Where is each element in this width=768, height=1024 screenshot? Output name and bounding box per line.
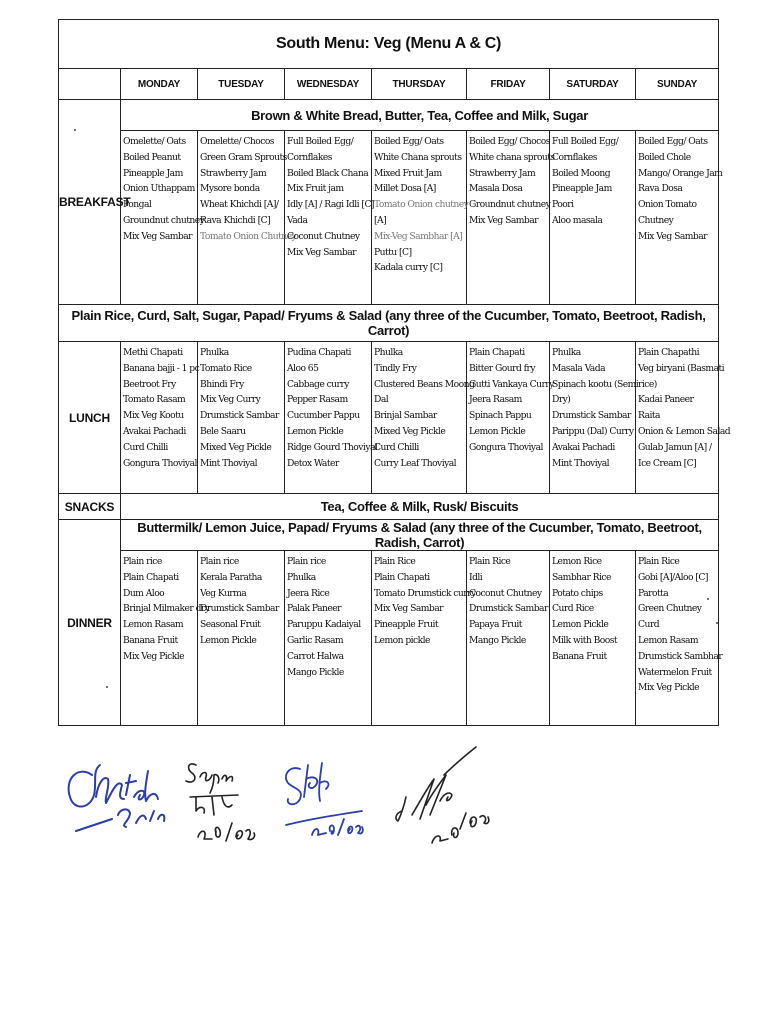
menu-item: Banana bajji - 1 pc (123, 362, 200, 374)
dinner-cell (121, 551, 210, 726)
menu-item: Lemon pickle (374, 634, 430, 646)
menu-item: Mango Pickle (469, 634, 526, 646)
menu-item: Lemon Rasam (638, 634, 699, 646)
menu-item: Clustered Beans Moong (374, 378, 475, 390)
lunch-cell (550, 342, 639, 494)
menu-item: Mysore bonda (200, 183, 260, 195)
menu-item: Drumstick Sambar (200, 410, 279, 422)
breakfast-common: Brown & White Bread, Butter, Tea, Coffee and Milk, Sugar (121, 100, 719, 131)
menu-item: Lemon Pickle (200, 634, 257, 646)
menu-item: Tomato Drumstick curry (374, 587, 476, 599)
menu-item: Kadai Paneer (638, 394, 694, 406)
menu-item: Phulka (200, 347, 229, 358)
day-sunday: SUNDAY (636, 69, 719, 100)
menu-item: Omelette/ Chocos (200, 136, 274, 147)
menu-item: Mix Veg Sambar (374, 603, 444, 615)
menu-item: Tomato Rasam (123, 394, 186, 406)
menu-item: Rava Khichdi [C] (200, 214, 271, 226)
menu-item: Mix Fruit jam (287, 183, 344, 195)
menu-item: Mixed Fruit Jam (374, 167, 442, 179)
menu-item: Pongal (123, 199, 152, 211)
menu-item: Seasonal Fruit (200, 619, 261, 631)
menu-item: Masala Dosa (469, 183, 523, 195)
menu-item: Dry) (552, 394, 571, 406)
menu-item: Veg biryani (Basmati (638, 362, 725, 374)
menu-item: Dum Aloo (123, 587, 165, 599)
menu-item: Jeera Rasam (469, 394, 522, 406)
dinner-cell (467, 551, 550, 726)
day-friday: FRIDAY (467, 69, 550, 100)
menu-item: Tomato Onion Chutney (200, 230, 297, 242)
menu-item: Boiled Peanut (123, 151, 181, 163)
lunch-common: Plain Rice, Curd, Salt, Sugar, Papad/ Fryums & Salad (any three of the Cucumber, Tomato, Beetroot, Radish, Carrot) (59, 305, 719, 342)
menu-item: Mint Thoviyal (552, 457, 610, 469)
dinner-cell (198, 551, 285, 726)
menu-item: Tomato Onion chutney (374, 199, 469, 211)
menu-item: Avakai Pachadi (123, 425, 186, 437)
ink-speck (707, 598, 709, 600)
menu-item: Drumstick Sambar (200, 603, 279, 615)
menu-item: Mixed Veg Pickle (200, 441, 272, 453)
menu-item: Poori (552, 199, 574, 211)
menu-item: Lemon Rasam (123, 619, 184, 631)
menu-item: Tomato Rice (200, 362, 252, 374)
menu-item: Dal (374, 394, 389, 406)
menu-item: Veg Kurma (200, 587, 247, 599)
breakfast-row (59, 131, 719, 305)
menu-item: Cornflakes (287, 151, 332, 163)
menu-item: Potato chips (552, 587, 603, 599)
menu-item: Curd (638, 619, 660, 631)
menu-item: Paruppu Kadaiyal (287, 619, 361, 631)
dinner-label: DINNER (59, 520, 121, 726)
menu-title: South Menu: Veg (Menu A & C) (59, 20, 719, 69)
signature-4 (396, 747, 489, 843)
menu-item: Strawberry Jam (469, 167, 536, 179)
day-thursday: THURSDAY (372, 69, 467, 100)
menu-table (58, 19, 731, 726)
menu-item: Boiled Egg/ Oats (374, 136, 444, 147)
menu-item: Lemon Pickle (287, 425, 344, 437)
menu-item: Green Gram Sprouts (200, 151, 287, 163)
menu-item: Carrot Halwa (287, 650, 344, 662)
menu-item: Plain Rice (469, 556, 511, 567)
menu-item: White chana sprouts (469, 151, 555, 163)
menu-item: Onion Uthappam (123, 183, 195, 195)
breakfast-cell (636, 131, 723, 305)
menu-item: Plain Chapati (374, 571, 430, 583)
corner-cell (59, 69, 121, 100)
menu-item: Idli (469, 571, 483, 583)
breakfast-cell (550, 131, 636, 305)
signature-2 (186, 764, 255, 841)
menu-item: Gutti Vankaya Curry (469, 378, 554, 390)
menu-item: Mix Veg Sambar (469, 214, 539, 226)
dinner-common: Buttermilk/ Lemon Juice, Papad/ Fryums & Salad (any three of the Cucumber, Tomato, Beetroot, Radish, Carrot) (121, 520, 719, 551)
menu-item: Bhindi Fry (200, 378, 244, 390)
menu-item: Brinjal Milmaker dry (123, 603, 210, 615)
snacks-label: SNACKS (59, 494, 121, 520)
menu-item: Boiled Egg/ Chocos (469, 136, 550, 147)
menu-item: Boiled Egg/ Oats (638, 136, 708, 147)
menu-item: Onion Tomato (638, 199, 697, 211)
snacks-row (59, 494, 719, 520)
menu-item: Curd Chilli (123, 441, 168, 453)
menu-item: Boiled Black Chana (287, 167, 369, 179)
dinner-cell (285, 551, 372, 726)
breakfast-label: BREAKFAST (59, 100, 121, 305)
menu-item: Milk with Boost (552, 634, 618, 646)
menu-item: Papaya Fruit (469, 619, 522, 631)
menu-item: Full Boiled Egg/ (552, 136, 619, 147)
menu-item: rice) (638, 378, 657, 390)
menu-item: Mango Pickle (287, 666, 344, 678)
menu-item: Coconut Chutney (287, 230, 360, 242)
breakfast-cell (372, 131, 467, 305)
menu-item: Raita (638, 410, 660, 422)
day-saturday: SATURDAY (550, 69, 636, 100)
lunch-cell (467, 342, 554, 494)
menu-item: Ice Cream [C] (638, 457, 697, 469)
menu-item: Pineapple Jam (123, 167, 183, 179)
snacks-common: Tea, Coffee & Milk, Rusk/ Biscuits (121, 494, 719, 520)
menu-item: Omelette/ Oats (123, 136, 186, 147)
menu-item: Plain rice (200, 556, 239, 567)
menu-item: [A] (374, 214, 387, 226)
lunch-label: LUNCH (59, 342, 121, 494)
menu-item: Sambhar Rice (552, 571, 611, 583)
menu-item: Kadala curry [C] (374, 262, 443, 274)
breakfast-cell (467, 131, 555, 305)
breakfast-cell (285, 131, 372, 305)
menu-item: Brinjal Sambar (374, 410, 437, 422)
menu-item: Plain Chapati (123, 571, 179, 583)
menu-item: Bitter Gourd fry (469, 362, 535, 374)
lunch-cell (121, 342, 198, 494)
ink-speck (106, 686, 108, 688)
menu-item: Watermelon Fruit (638, 666, 712, 678)
menu-item: Banana Fruit (552, 650, 607, 662)
menu-item: Phulka (374, 347, 403, 358)
menu-item: Pepper Rasam (287, 394, 348, 406)
menu-item: Avakai Pachadi (552, 441, 615, 453)
menu-item: Gongura Thoviyal (123, 457, 197, 469)
menu-item: Beetroot Fry (123, 378, 176, 390)
breakfast-cell (198, 131, 297, 305)
signatures-area (0, 735, 768, 895)
menu-item: Plain Chapathi (638, 347, 700, 358)
menu-item: Masala Vada (552, 362, 605, 374)
menu-item: Gobi [A]/Aloo [C] (638, 571, 708, 583)
menu-item: Pudina Chapati (287, 347, 351, 358)
lunch-cell (636, 342, 731, 494)
menu-item: Palak Paneer (287, 603, 341, 615)
menu-item: Mix Veg Pickle (638, 682, 699, 694)
menu-item: Curd Rice (552, 603, 594, 615)
dinner-row (59, 551, 719, 726)
menu-item: Chutney (638, 214, 674, 226)
menu-item: Drumstick Sambar (552, 410, 631, 422)
day-header-row (59, 69, 719, 100)
menu-item: Tindly Fry (374, 362, 417, 374)
lunch-row (59, 342, 719, 494)
menu-item: Wheat Khichdi [A]/ (200, 199, 279, 211)
menu-item: Garlic Rasam (287, 634, 344, 646)
menu-item: Bele Saaru (200, 425, 246, 437)
menu-item: Groundnut chutney (469, 199, 551, 211)
menu-item: Cornflakes (552, 151, 597, 163)
dinner-cell (636, 551, 723, 726)
menu-item: Mix Veg Sambar (638, 230, 708, 242)
menu-item: Plain rice (287, 556, 326, 567)
menu-item: Drumstick Sambhar (638, 650, 723, 662)
dinner-cell (550, 551, 636, 726)
menu-item: Banana Fruit (123, 634, 178, 646)
menu-item: Coconut Chutney (469, 587, 542, 599)
menu-item: Cucumber Pappu (287, 410, 360, 422)
menu-item: Vada (287, 214, 308, 226)
signature-3 (286, 763, 363, 835)
menu-item: Drumstick Sambar (469, 603, 548, 615)
menu-item: Lemon Rice (552, 556, 602, 567)
menu-item: Aloo 65 (287, 362, 319, 374)
menu-item: Onion & Lemon Salad (638, 425, 731, 437)
menu-item: Pineapple Jam (552, 183, 612, 195)
ink-speck (74, 129, 76, 131)
menu-item: Plain Rice (374, 556, 416, 567)
menu-item: Puttu [C] (374, 246, 412, 258)
menu-item: Plain rice (123, 556, 162, 567)
day-wednesday: WEDNESDAY (285, 69, 372, 100)
menu-item: Pineapple Fruit (374, 619, 439, 631)
menu-item: Ridge Gourd Thoviyal (287, 441, 378, 453)
menu-item: Full Boiled Egg/ (287, 136, 354, 147)
menu-item: Gongura Thoviyal (469, 441, 543, 453)
menu-item: Gulab Jamun [A] / (638, 441, 712, 453)
lunch-cell (285, 342, 378, 494)
menu-item: Parippu (Dal) Curry (552, 425, 634, 437)
menu-item: Lemon Pickle (469, 425, 526, 437)
menu-item: Millet Dosa [A] (374, 183, 436, 195)
menu-item: Curd Chilli (374, 441, 419, 453)
menu-item: Mix Veg Curry (200, 394, 261, 406)
signature-1 (69, 765, 165, 831)
menu-item: Phulka (287, 571, 316, 583)
menu-item: Plain Rice (638, 556, 680, 567)
menu-item: Boiled Chole (638, 151, 691, 163)
menu-item: White Chana sprouts (374, 151, 462, 163)
menu-item: Mix Veg Pickle (123, 650, 184, 662)
menu-item: Boiled Moong (552, 167, 611, 179)
menu-item: Mango/ Orange Jam (638, 167, 723, 179)
menu-item: Mix Veg Sambar (123, 230, 193, 242)
menu-item: Green Chutney (638, 603, 702, 615)
menu-sheet (58, 19, 731, 731)
lunch-cell (372, 342, 475, 494)
menu-item: Parotta (638, 587, 669, 599)
day-monday: MONDAY (121, 69, 198, 100)
menu-item: Strawberry Jam (200, 167, 267, 179)
menu-item: Mint Thoviyal (200, 457, 258, 469)
menu-item: Mix Veg Kootu (123, 410, 184, 422)
menu-item: Jeera Rice (287, 587, 330, 599)
menu-item: Rava Dosa (638, 183, 683, 195)
lunch-cell (198, 342, 285, 494)
menu-item: Detox Water (287, 457, 339, 469)
ink-speck (716, 622, 718, 624)
menu-item: Groundnut chutney (123, 214, 205, 226)
day-tuesday: TUESDAY (198, 69, 285, 100)
breakfast-cell (121, 131, 205, 305)
menu-item: Plain Chapati (469, 347, 525, 358)
menu-item: Methi Chapati (123, 347, 183, 358)
menu-item: Mix Veg Sambar (287, 246, 357, 258)
menu-item: Idly [A] / Ragi Idli [C] (287, 199, 374, 211)
menu-item: Mix-Veg Sambhar [A] (374, 230, 463, 242)
menu-item: Cabbage curry (287, 378, 349, 390)
menu-item: Lemon Pickle (552, 619, 609, 631)
menu-item: Aloo masala (552, 214, 603, 226)
menu-item: Curry Leaf Thoviyal (374, 457, 457, 469)
menu-item: Spinach kootu (Semi (552, 378, 639, 390)
menu-item: Phulka (552, 347, 581, 358)
menu-item: Spinach Pappu (469, 410, 532, 422)
menu-item: Kerala Paratha (200, 571, 262, 583)
menu-item: Mixed Veg Pickle (374, 425, 446, 437)
